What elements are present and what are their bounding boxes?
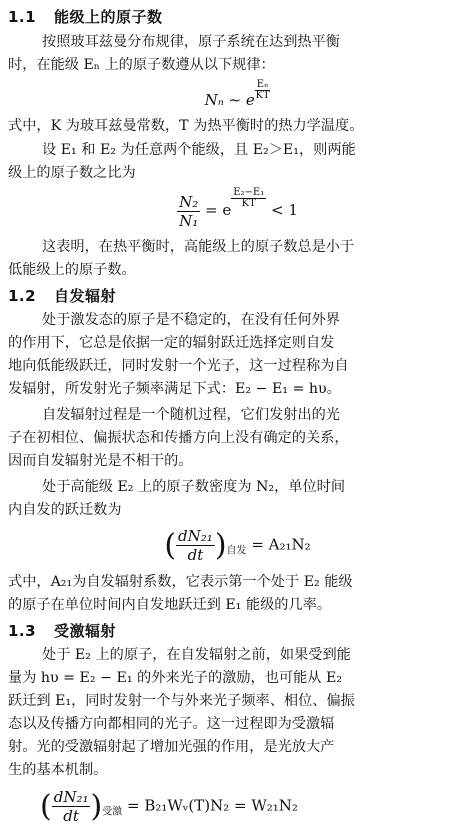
section-heading-1-1 bbox=[8, 6, 163, 27]
section-title: 受激辐射 bbox=[54, 622, 117, 640]
equation-population-ratio bbox=[0, 188, 475, 230]
paragraph-line: 级上的原子数之比为 bbox=[8, 165, 136, 181]
section-title: 自发辐射 bbox=[54, 287, 117, 305]
paragraph-line: 量为 hυ = E₂ − E₁ 的外来光子的激励，也可能从 E₂ bbox=[8, 670, 343, 686]
paragraph-line: 的原子在单位时间内自发地跃迁到 E₁ 能级的几率。 bbox=[8, 597, 332, 613]
section-number: 1.2 bbox=[8, 287, 37, 305]
paragraph-line: 子在初相位、偏振状态和传播方向上没有确定的关系， bbox=[8, 430, 349, 446]
paragraph-line: 发辐射，所发射光子频率满足下式：E₂ − E₁ = hυ。 bbox=[8, 381, 341, 397]
section-number: 1.3 bbox=[8, 622, 37, 640]
equation-subscript: 受激 bbox=[102, 806, 123, 818]
paragraph-line: 处于 E₂ 上的原子，在自发辐射之前，如果受到能 bbox=[42, 647, 351, 663]
equation-spontaneous-rate: ( $\frac{\text{dN₂₁}}{dt}$ )$_{自发} = A_{21}N_2$ bbox=[164, 527, 311, 564]
paragraph-line: 地向低能级跃迁，同时发射一个光子，这一过程称为自 bbox=[8, 358, 349, 374]
paragraph-line: 按照玻耳兹曼分布规律，原子系统在达到热平衡 bbox=[42, 34, 340, 50]
paragraph-line: 处于高能级 E₂ 上的原子数密度为 N₂，单位时间 bbox=[42, 479, 346, 495]
paragraph-line: 自发辐射过程是一个随机过程，它们发射出的光 bbox=[42, 407, 340, 423]
paragraph-line: 式中，A₂₁为自发辐射系数，它表示第一个处于 E₂ 能级 bbox=[8, 574, 353, 590]
equation-boltzmann bbox=[0, 80, 475, 109]
equation-exponent: E₂−E₁ KT bbox=[233, 187, 265, 209]
paragraph-line: 态以及传播方向都相同的光子。这一过程即为受激辐 bbox=[8, 716, 335, 732]
equation-fraction: $\frac{\text{dN₂₁}}{dt}$ bbox=[53, 788, 89, 825]
equation-rhs: = A₂₁N₂ bbox=[251, 535, 311, 554]
paragraph-line: 处于激发态的原子是不稳定的，在没有任何外界 bbox=[42, 312, 340, 328]
paragraph-line: 生的基本机制。 bbox=[8, 762, 108, 778]
paragraph-line: 的作用下，它总是依据一定的辐射跃迁选择定则自发 bbox=[8, 335, 335, 351]
section-heading-1-3 bbox=[8, 620, 116, 641]
equation-stimulated-rate: ( $\frac{\text{dN₂₁}}{dt}$ )$_{受激}$ = B₂₁Wᵥ(T)N₂ = W₂₁N₂ bbox=[40, 788, 298, 825]
section-heading-1-2 bbox=[8, 285, 116, 306]
paragraph-line: 因而自发辐射光是不相干的。 bbox=[8, 453, 193, 469]
section-number: 1.1 bbox=[8, 8, 37, 26]
paragraph-line: 内自发的跃迁数为 bbox=[8, 502, 122, 518]
equation-fraction: $\frac{\text{dN₂₁}}{dt}$ bbox=[178, 527, 213, 564]
equation-mid: = e bbox=[205, 201, 232, 219]
paragraph-line: 低能级上的原子数。 bbox=[8, 262, 136, 278]
paragraph-line: 跃迁到 E₁，同时发射一个与外来光子频率、相位、偏振 bbox=[8, 693, 355, 709]
paragraph-line: 这表明，在热平衡时，高能级上的原子数总是小于 bbox=[42, 239, 355, 255]
equation-rhs: = B₂₁Wᵥ(T)N₂ = W₂₁N₂ bbox=[126, 796, 298, 815]
equation-subscript: 自发 bbox=[226, 545, 247, 557]
equation-lhs: Nₙ ~ e bbox=[204, 91, 255, 109]
paragraph-line: 时，在能级 Eₙ 上的原子数遵从以下规律： bbox=[8, 57, 275, 73]
section-title: 能级上的原子数 bbox=[54, 8, 163, 26]
paragraph-line: 射。光的受激辐射起了增加光强的作用，是光放大产 bbox=[8, 739, 335, 755]
paragraph-line: 设 E₁ 和 E₂ 为任意两个能级，且 E₂＞E₁，则两能 bbox=[42, 142, 356, 158]
equation-exponent: Eₙ KT bbox=[255, 79, 270, 101]
paragraph-line: 式中，K 为玻耳兹曼常数，T 为热平衡时的热力学温度。 bbox=[8, 118, 364, 134]
equation-fraction: $\frac{\text{N₂}}{\text{N₁}}$ bbox=[179, 192, 199, 230]
equation-tail: < 1 bbox=[271, 201, 298, 219]
